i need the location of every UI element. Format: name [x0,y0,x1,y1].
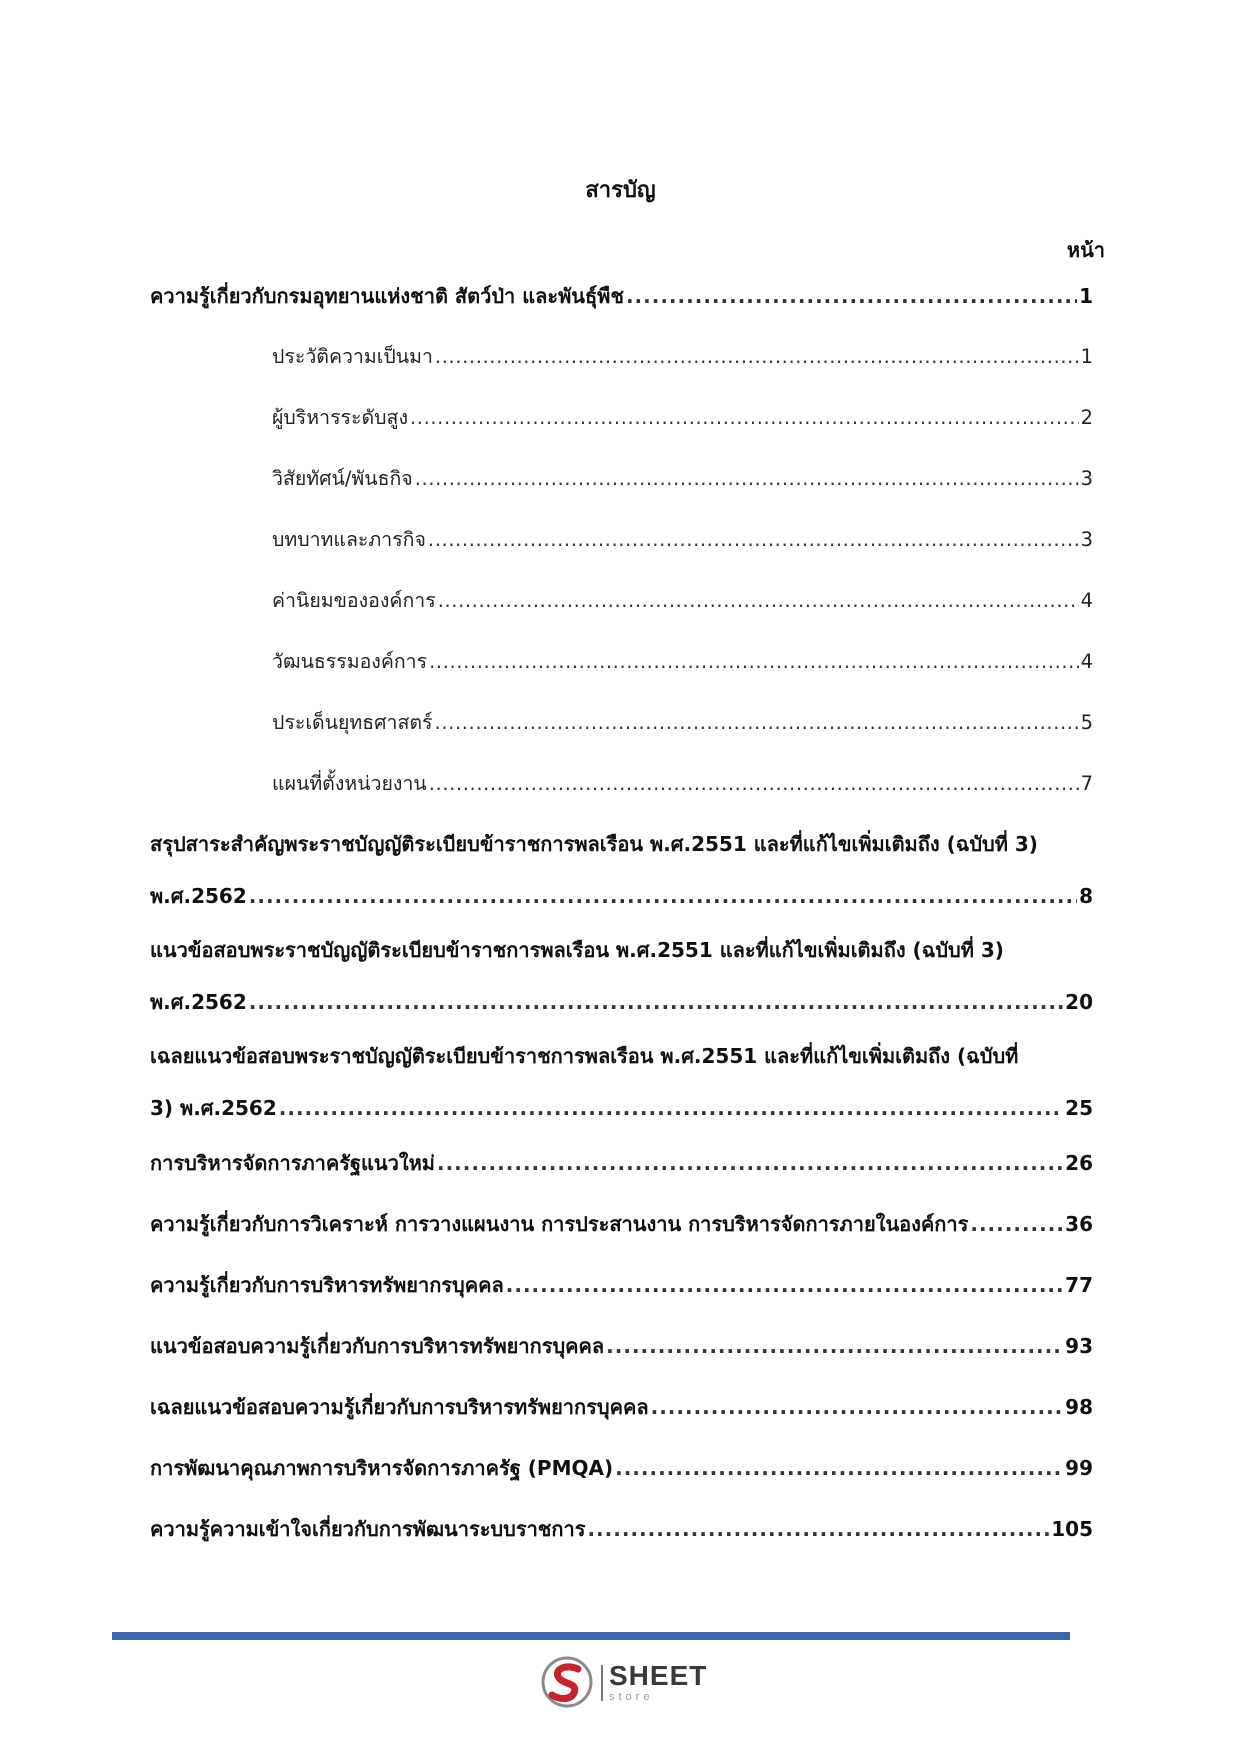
toc-page-number: 1 [1080,345,1093,368]
toc-entry-text: การพัฒนาคุณภาพการบริหารจัดการภาครัฐ (PMQA) [150,1456,614,1480]
toc-page-number: 105 [1051,1517,1093,1541]
toc-page-number: 8 [1079,884,1093,908]
toc-subentry[interactable] [150,707,1093,768]
toc-entry-text: เฉลยแนวข้อสอบความรู้เกี่ยวกับการบริหารทรัพยากรบุคคล [150,1395,649,1419]
logo-brand-text: SHEET [609,1660,708,1691]
page-title: สารบัญ [585,178,656,203]
footer-bar [112,1632,1070,1640]
toc-entry-text: ความรู้เกี่ยวกับการบริหารทรัพยากรบุคคล [150,1273,504,1297]
toc-page-number: 3 [1080,467,1093,490]
toc-entry-text-line1: แนวข้อสอบพระราชบัญญัติระเบียบข้าราชการพลเรือน พ.ศ.2551 และที่แก้ไขเพิ่มเติมถึง (ฉบับที่ 3) [150,938,1004,962]
toc-subentry[interactable] [150,524,1093,585]
dot-leader [651,1395,1064,1419]
dot-leader [615,1456,1063,1480]
page-column-header: หน้า [1066,238,1105,262]
toc-subentry[interactable] [150,463,1093,524]
toc-page-number: 77 [1065,1273,1093,1297]
dot-leader [410,406,1079,429]
toc-page-number: 25 [1065,1096,1093,1120]
toc-entry-text: ความรู้เกี่ยวกับการวิเคราะห์ การวางแผนงาน การประสานงาน การบริหารจัดการภายในองค์การ [150,1212,969,1236]
toc-subentry[interactable] [150,768,1093,829]
toc-entry-text: การบริหารจัดการภาครัฐแนวใหม่ [150,1151,435,1175]
toc-entry[interactable] [150,1269,1093,1330]
toc-entry-text-line2: 3) พ.ศ.2562 [150,1096,277,1120]
toc-entry-text: แผนที่ตั้งหน่วยงาน [272,772,427,795]
toc-entry[interactable] [150,935,1093,1041]
toc-entry[interactable] [150,1391,1093,1452]
toc-entry-text: ความรู้เกี่ยวกับกรมอุทยานแห่งชาติ สัตว์ป่า และพันธุ์พืช [150,284,624,308]
dot-leader [438,589,1079,612]
toc-page-number: 99 [1065,1456,1093,1480]
toc-entry-text: บทบาทและภารกิจ [272,528,426,551]
toc-entry-text: ผู้บริหารระดับสูง [272,406,408,429]
toc-entry-text: ค่านิยมขององค์การ [272,589,436,612]
toc-entry[interactable] [150,829,1093,935]
toc-page-number: 4 [1080,650,1093,673]
dot-leader [428,528,1079,551]
table-of-contents [150,280,1093,1574]
sheet-store-logo [540,1655,720,1710]
dot-leader [437,1151,1063,1175]
toc-entry-text: ประวัติความเป็นมา [272,345,433,368]
sheet-store-logo-icon [540,1655,595,1710]
dot-leader [435,711,1079,734]
toc-entry-text: ความรู้ความเข้าใจเกี่ยวกับการพัฒนาระบบราชการ [150,1517,586,1541]
toc-page-number: 2 [1080,406,1093,429]
toc-page-number: 36 [1065,1212,1093,1236]
dot-leader [249,990,1063,1014]
toc-entry-text-line1: สรุปสาระสำคัญพระราชบัญญัติระเบียบข้าราชการพลเรือน พ.ศ.2551 และที่แก้ไขเพิ่มเติมถึง (ฉบับที่ 3) [150,832,1038,856]
toc-entry-text-line2: พ.ศ.2562 [150,990,247,1014]
dot-leader [506,1273,1063,1297]
dot-leader [429,650,1078,673]
dot-leader [429,772,1079,795]
toc-entry[interactable] [150,1452,1093,1513]
dot-leader [249,884,1077,908]
toc-subentry[interactable] [150,585,1093,646]
dot-leader [626,284,1077,308]
dot-leader [970,1212,1063,1236]
toc-page-number: 20 [1065,990,1093,1014]
toc-page-number: 98 [1065,1395,1093,1419]
dot-leader [587,1517,1049,1541]
toc-entry[interactable] [150,1147,1093,1208]
logo-divider [601,1665,603,1701]
toc-page-number: 93 [1065,1334,1093,1358]
dot-leader [279,1096,1063,1120]
toc-entry-text-line1: เฉลยแนวข้อสอบพระราชบัญญัติระเบียบข้าราชการพลเรือน พ.ศ.2551 และที่แก้ไขเพิ่มเติมถึง (ฉบับที่ [150,1044,1019,1068]
dot-leader [606,1334,1063,1358]
toc-entry-text: วิสัยทัศน์/พันธกิจ [272,467,413,490]
toc-entry-text-line2: พ.ศ.2562 [150,884,247,908]
toc-entry-text: วัฒนธรรมองค์การ [272,650,428,673]
toc-entry[interactable] [150,1513,1093,1574]
toc-entry[interactable] [150,1208,1093,1269]
toc-subentry[interactable] [150,402,1093,463]
toc-entry[interactable] [150,280,1093,341]
dot-leader [415,467,1079,490]
dot-leader [435,345,1079,368]
toc-page-number: 3 [1080,528,1093,551]
toc-entry[interactable] [150,1041,1093,1147]
toc-entry-text: ประเด็นยุทธศาสตร์ [272,711,433,734]
toc-subentry[interactable] [150,646,1093,707]
toc-subentry[interactable] [150,341,1093,402]
logo-brand-subtext: store [609,1691,654,1703]
toc-entry-text: แนวข้อสอบความรู้เกี่ยวกับการบริหารทรัพยากรบุคคล [150,1334,605,1358]
toc-page-number: 5 [1080,711,1093,734]
toc-page-number: 26 [1065,1151,1093,1175]
toc-page-number: 4 [1080,589,1093,612]
toc-page-number: 7 [1080,772,1093,795]
toc-page-number: 1 [1079,284,1093,308]
toc-entry[interactable] [150,1330,1093,1391]
